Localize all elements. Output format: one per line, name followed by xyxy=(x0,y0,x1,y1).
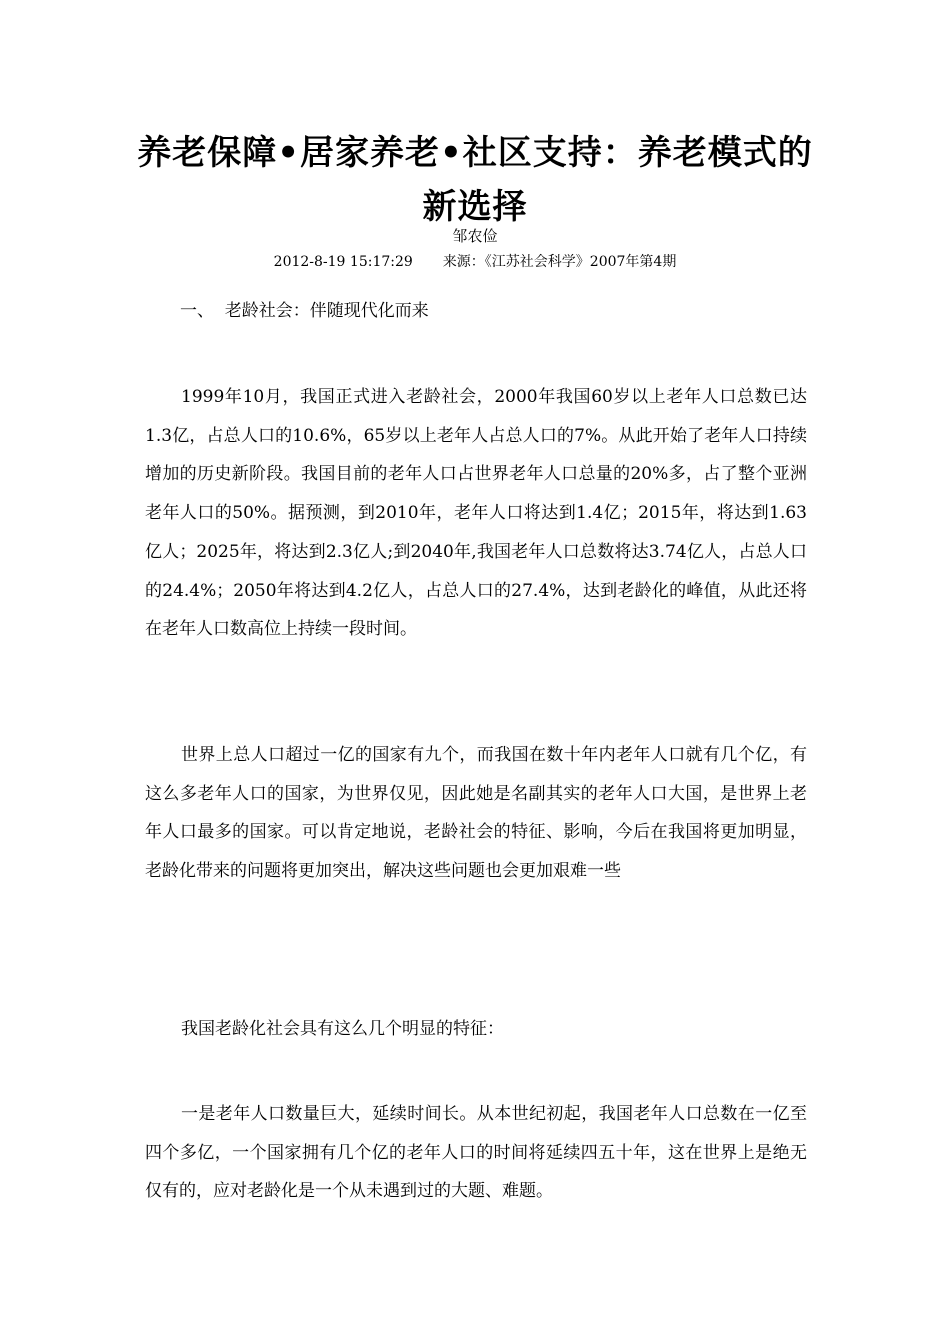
author-name: 邹农俭 xyxy=(452,227,498,245)
paragraph: 1999年10月，我国正式进入老龄社会，2000年我国60岁以上老年人口总数已达1.3亿，占总人口的10.6%，65岁以上老年人占总人口的7%。从此开始了老年人口持续增加的历史新阶段。我国目前的老年人口占世界老年人口总量的20%多，占了整个亚洲老年人口的50%。据预测，到2010年，老年人口将达到1.4亿；2015年，将达到1.63亿人；2025年，将达到2.3亿人;到2040年,我国老年人口总数将达3.74亿人，占总人口的24.4%；2050年将达到4.2亿人，占总人口的27.4%，达到老龄化的峰值，从此还将在老年人口数高位上持续一段时间。 xyxy=(145,387,807,640)
paragraph: 我国老龄化社会具有这么几个明显的特征： xyxy=(181,1019,504,1039)
document-title: 养老保障•居家养老•社区支持：养老模式的新选择 xyxy=(137,133,813,227)
publication-meta xyxy=(0,252,950,272)
paragraph: 一是老年人口数量巨大，延续时间长。从本世纪初起，我国老年人口总数在一亿至四个多亿，一个国家拥有几个亿的老年人口的时间将延续四五十年，这在世界上是绝无仅有的，应对老龄化是一个从未遇到过的大题、难题。 xyxy=(145,1104,807,1202)
publish-datetime: 2012-8-19 15:17:29 xyxy=(273,254,413,270)
publication-source: 来源：《江苏社会科学》2007年第4期 xyxy=(442,254,677,270)
section-heading: 一、 老龄社会：伴随现代化而来 xyxy=(180,301,429,321)
paragraph: 世界上总人口超过一亿的国家有九个，而我国在数十年内老年人口就有几个亿，有这么多老年人口的国家，为世界仅见，因此她是名副其实的老年人口大国，是世界上老年人口最多的国家。可以肯定地说，老龄社会的特征、影响，今后在我国将更加明显，老龄化带来的问题将更加突出，解决这些问题也会更加艰难一些 xyxy=(145,745,807,882)
